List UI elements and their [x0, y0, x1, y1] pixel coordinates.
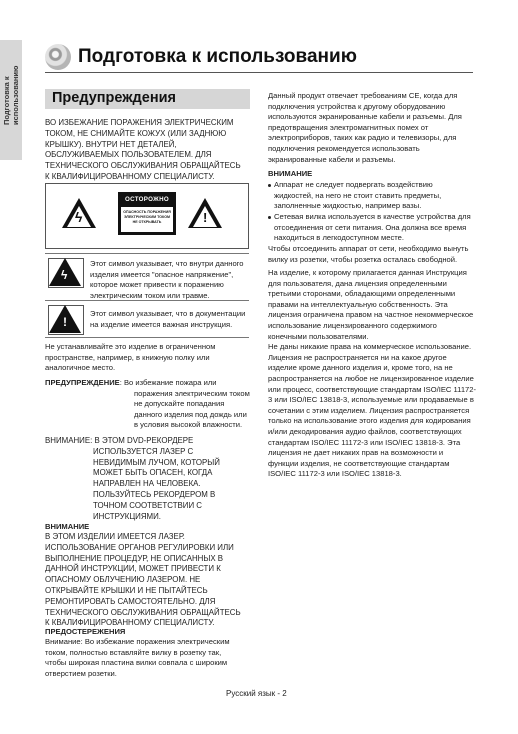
ce-compliance-text: Данный продукт отвечает требованиям CE, когда для подключения устройства к другому оборудованию используются экранированные кабели и разъемы. Для предотвращения электромагнитных помех от электроприборов, таких как радио и телевизоры, для подключения рекомендуется использовать экранированные кабели и разъемы. [268, 91, 462, 164]
plug-heading: ПРЕДОСТЕРЕЖЕНИЯ [45, 627, 126, 636]
right-warning-heading: ВНИМАНИЕ [268, 169, 313, 178]
divider [45, 300, 249, 301]
bullet-icon [268, 184, 271, 187]
lightning-symbol-bolt-icon: ϟ [61, 268, 68, 282]
bullet-icon [268, 216, 271, 219]
divider [45, 337, 249, 338]
section-title: Предупреждения [52, 90, 176, 106]
laser-attention-warning: ВНИМАНИЕ: В ЭТОМ DVD-РЕКОРДЕРЕ ИСПОЛЬЗУЕТСЯ ЛАЗЕР С НЕВИДИМЫМ ЛУЧОМ, КОТОРЫЙ МОЖЕТ БЫТЬ ОПАСЕН, КОГДА НАПРАВЛЕН НА ЧЕЛОВЕКА. ПОЛЬЗУЙТЕСЬ РЕКОРДЕРОМ В ТОЧНОМ СООТВЕТСТВИИ С ИНСТРУКЦИЯМИ. [45, 436, 220, 521]
liquid-warning-bullet: Аппарат не следует подвергать воздействию жидкостей, на него не стоит ставить предметы, заполненные жидкостью, например вазы. [268, 180, 478, 212]
plug-caution-text: Внимание: Во избежание поражения электрическим током, полностью вставляйте вилку в розетку так, чтобы широкая пластина вилки совпала с широким отверстием розетки. [45, 637, 230, 678]
caution-sign-text: ОПАСНОСТЬ ПОРАЖЕНИЯ ЭЛЕКТРИЧЕСКИМ ТОКОМ НЕ ОТКРЫВАТЬ [123, 210, 171, 224]
license-text: На изделие, к которому прилагается данная Инструкция для пользователя, дана лицензия определенными третьими сторонами, обладающими определенными правами на интеллектуальную собственность. Эта лицензия ограничена правом на частное некоммерческое использование лицензированного содержимого конечными пользователями. Не даны никакие права на коммерческое использование. Лицензия не распространяется ни на какое другое изделие кроме данного изделия и, кроме того, на не распространяется на любое не лицензированное изделие или процесс, соответствующие стандартам ISO/IEC 11172- 3 или ISO/IEC 13818-3, используемые или продаваемые в сочетании с этим изделием. Лицензия распространяется только на использование этого изделия для кодирования и/или декодирования аудио файлов, соответствующих стандартам ISO/IEC 11172-3 или ISO/IEC 13818-3. Эта лицензия не дает никаких прав на возможности и функции изделия, не соответствующие стандартам ISO/IEC 11172-3 или ISO/IEC 13818-3. [268, 268, 477, 479]
caution-sign-body [121, 207, 173, 232]
intro-warning-text: ВО ИЗБЕЖАНИЕ ПОРАЖЕНИЯ ЭЛЕКТРИЧЕСКИМ ТОКОМ, НЕ СНИМАЙТЕ КОЖУХ (ИЛИ ЗАДНЮЮ КРЫШКУ). ВНУТРИ НЕТ ДЕТАЛЕЙ, ОБСЛУЖИВАЕМЫХ ПОЛЬЗОВАТЕЛЕМ. ДЛЯ ТЕХНИЧЕСКОГО ОБСЛУЖИВАНИЯ ОБРАЩАЙТЕСЬ К КВАЛИФИЦИРОВАННОМУ СПЕЦИАЛИСТУ. [45, 118, 241, 181]
disc-icon [45, 44, 71, 70]
caution-sign [118, 192, 176, 235]
fire-warning: ПРЕДУПРЕЖДЕНИЕ: Во избежание пожара или поражения электрическим током не допускайте попадания данного изделия под дождь или в условия высокой влажности. [45, 378, 250, 430]
chapter-side-tab-label: Подготовка к использованию [2, 65, 20, 125]
laser-warning-text: В ЭТОМ ИЗДЕЛИИ ИМЕЕТСЯ ЛАЗЕР. ИСПОЛЬЗОВАНИЕ ОРГАНОВ РЕГУЛИРОВКИ ИЛИ ВЫПОЛНЕНИЕ ПРОЦЕДУР, НЕ ОПИСАННЫХ В ДАННОЙ ИНСТРУКЦИИ, МОЖЕТ ПРИВЕСТИ К ОПАСНОМУ ОБЛУЧЕНИЮ ЛАЗЕРОМ. НЕ ОТКРЫВАЙТЕ КРЫШКИ И НЕ ПЫТАЙТЕСЬ РЕМОНТИРОВАТЬ САМОСТОЯТЕЛЬНО. ДЛЯ ТЕХНИЧЕСКОГО ОБСЛУЖИВАНИЯ ОБРАЩАЙТЕСЬ К КВАЛИФИЦИРОВАННОМУ СПЕЦИАЛИСТУ. [45, 532, 241, 628]
caution-sign-head: ОСТОРОЖНО [121, 195, 173, 205]
page-title: Подготовка к использованию [78, 46, 357, 67]
laser-heading: ВНИМАНИЕ [45, 522, 90, 531]
lightning-symbol-description: Этот символ указывает, что внутри данного изделия имеется "опасное напряжение", которое может привести к поражению электрическим током или травме. [90, 259, 244, 300]
exclamation-symbol-description: Этот символ указывает, что в документации на изделие имеется важная инструкция. [90, 309, 246, 329]
divider [45, 253, 249, 254]
exclamation-symbol-mark-icon: ! [63, 315, 67, 329]
page-number: Русский язык - 2 [226, 689, 287, 698]
plug-disconnect-bullet: Сетевая вилка используется в качестве устройства для отсоединения от сети питания. Она должна все время находиться в легкодоступном месте. [268, 212, 478, 244]
exclamation-icon: ! [203, 210, 208, 225]
lightning-bolt-icon: ϟ [75, 209, 83, 225]
title-rule [45, 72, 473, 73]
installation-note: Не устанавливайте это изделие в ограниченном пространстве, например, в книжную полку или аналогичное место. [45, 342, 216, 373]
disconnect-instructions: Чтобы отсоединить аппарат от сети, необходимо вынуть вилку из розетки, чтобы розетка осталась свободной. [268, 244, 469, 264]
